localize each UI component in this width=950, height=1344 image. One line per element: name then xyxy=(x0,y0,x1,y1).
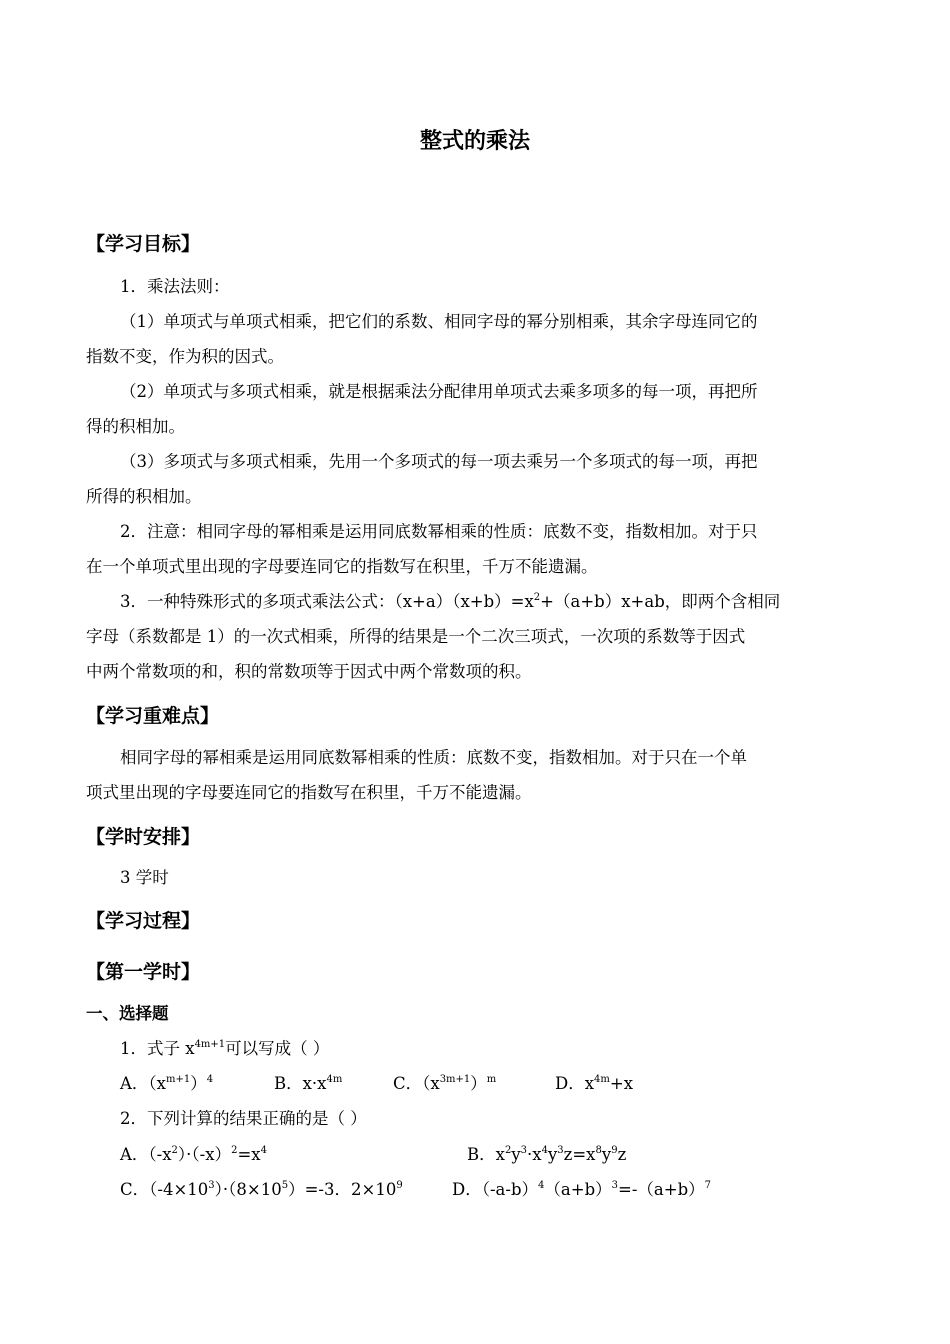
option-exponent: 9 xyxy=(396,1180,403,1191)
option-text: B．x xyxy=(467,1145,505,1164)
heading-key-points: 【学习重难点】 xyxy=(86,705,220,727)
rule-3-line-1: （3）多项式与多项式相乘，先用一个多项式的每一项去乘另一个多项式的每一项，再把 xyxy=(120,452,758,471)
stem-text: 1．式子 x xyxy=(120,1039,195,1058)
option-exponent: 9 xyxy=(611,1145,618,1156)
option-text: +x xyxy=(609,1074,634,1093)
option-exponent: 3m+1 xyxy=(439,1074,471,1085)
question-2-option-a xyxy=(120,1143,267,1167)
option-text: ） xyxy=(190,1074,207,1093)
option-exponent: 2 xyxy=(504,1145,512,1156)
option-text: ） xyxy=(470,1074,487,1093)
option-exponent: 3 xyxy=(208,1180,215,1191)
option-text: A．（-x xyxy=(120,1145,172,1164)
question-2-option-d xyxy=(452,1178,711,1202)
page-title: 整式的乘法 xyxy=(419,129,530,154)
question-1-option-a xyxy=(120,1072,213,1096)
option-text: y xyxy=(547,1145,558,1164)
option-text: B．x·x xyxy=(274,1074,327,1093)
objective-item-3-line-1 xyxy=(120,590,780,614)
option-text: ）=-3．2×10 xyxy=(288,1180,397,1199)
option-exponent: 3 xyxy=(611,1180,619,1191)
option-exponent: 5 xyxy=(281,1180,289,1191)
option-exponent: 2 xyxy=(231,1145,238,1156)
objective-item-3-line-3: 中两个常数项的和，积的常数项等于因式中两个常数项的积。 xyxy=(86,662,532,681)
rule-2-line-1: （2）单项式与多项式相乘，就是根据乘法分配律用单项式去乘多项多的每一项，再把所 xyxy=(120,382,758,401)
option-exponent: 4 xyxy=(206,1074,214,1085)
heading-schedule: 【学时安排】 xyxy=(86,826,201,848)
formula-exponent: 2 xyxy=(533,592,541,603)
option-exponent: 7 xyxy=(704,1180,712,1191)
option-exponent: 4 xyxy=(541,1145,548,1156)
rule-1-line-1: （1）单项式与单项式相乘，把它们的系数、相同字母的幂分别相乘，其余字母连同它的 xyxy=(120,312,758,331)
option-exponent: 4m xyxy=(326,1074,343,1085)
option-text: y xyxy=(601,1145,612,1164)
key-points-line-1: 相同字母的幂相乘是运用同底数幂相乘的性质：底数不变，指数相加。对于只在一个单 xyxy=(120,748,747,767)
option-text: =-（a+b） xyxy=(618,1180,705,1199)
formula-text: 3．一种特殊形式的多项式乘法公式：（x+a）（x+b）=x xyxy=(120,592,534,611)
question-2-option-c xyxy=(120,1178,403,1202)
rule-1-line-2: 指数不变，作为积的因式。 xyxy=(86,347,284,366)
option-exponent: 3 xyxy=(520,1145,528,1156)
option-text: D．x xyxy=(555,1074,595,1093)
option-exponent: m xyxy=(486,1074,497,1085)
heading-process: 【学习过程】 xyxy=(86,910,201,932)
objective-item-1: 1．乘法法则： xyxy=(120,277,230,296)
question-1-option-c xyxy=(393,1072,496,1096)
schedule-text: 3 学时 xyxy=(120,868,169,887)
section-title-choice: 一、选择题 xyxy=(86,1004,169,1023)
option-text: z=x xyxy=(563,1145,596,1164)
key-points-line-2: 项式里出现的字母要连同它的指数写在积里，千万不能遗漏。 xyxy=(86,783,532,802)
option-text: ）·（8×10 xyxy=(214,1180,282,1199)
question-2-stem: 2．下列计算的结果正确的是（ ） xyxy=(120,1109,367,1128)
option-exponent: 4 xyxy=(538,1180,545,1191)
option-text: y xyxy=(511,1145,521,1164)
option-text: C．（x xyxy=(393,1074,440,1093)
option-text: A．（x xyxy=(120,1074,166,1093)
rule-3-line-2: 所得的积相加。 xyxy=(86,487,202,506)
option-text: z xyxy=(617,1145,627,1164)
option-text: ·x xyxy=(527,1145,542,1164)
option-text: =x xyxy=(237,1145,261,1164)
option-exponent: 4m xyxy=(594,1074,610,1085)
option-text: （a+b） xyxy=(544,1180,612,1199)
formula-text: +（a+b）x+ab，即两个含相同 xyxy=(540,592,781,611)
objective-item-2-line-1: 2．注意：相同字母的幂相乘是运用同底数幂相乘的性质：底数不变，指数相加。对于只 xyxy=(120,522,758,541)
question-1-stem xyxy=(120,1037,329,1061)
question-2-option-b xyxy=(467,1143,626,1167)
objective-item-3-line-2: 字母（系数都是 1）的一次式相乘，所得的结果是一个二次三项式，一次项的系数等于因式 xyxy=(86,627,746,646)
option-text: ）·（-x） xyxy=(177,1145,232,1164)
option-exponent: 3 xyxy=(557,1145,564,1156)
heading-lesson-1: 【第一学时】 xyxy=(86,961,201,983)
option-exponent: m+1 xyxy=(165,1074,191,1085)
rule-2-line-2: 得的积相加。 xyxy=(86,417,185,436)
option-text: C．（-4×10 xyxy=(120,1180,209,1199)
option-exponent: 8 xyxy=(595,1145,602,1156)
question-1-option-b xyxy=(274,1072,342,1096)
option-exponent: 4 xyxy=(260,1145,267,1156)
stem-exponent: 4m+1 xyxy=(194,1039,226,1050)
option-text: D．（-a-b） xyxy=(452,1180,539,1199)
stem-text: 可以写成（ ） xyxy=(225,1039,330,1058)
option-exponent: 2 xyxy=(171,1145,178,1156)
question-1-option-d xyxy=(555,1072,633,1096)
objective-item-2-line-2: 在一个单项式里出现的字母要连同它的指数写在积里，千万不能遗漏。 xyxy=(86,557,598,576)
heading-objectives: 【学习目标】 xyxy=(86,233,201,255)
